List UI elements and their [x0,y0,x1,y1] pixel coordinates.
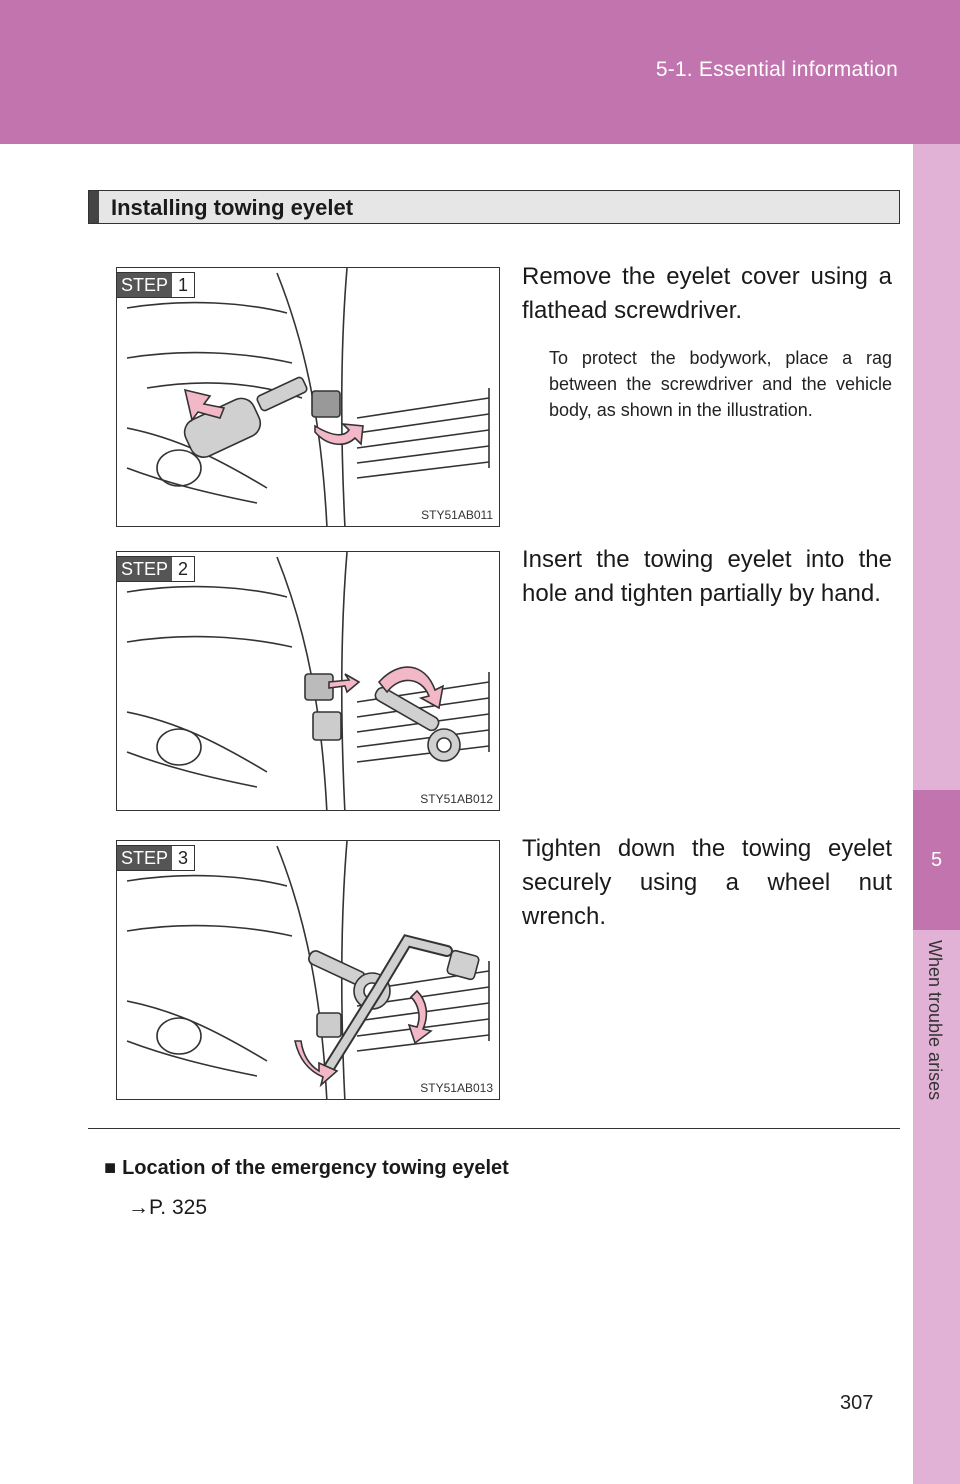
car-front-drawing [117,552,500,811]
section-divider [88,1128,900,1129]
car-front-drawing [117,841,500,1100]
figure-code: STY51AB012 [420,792,493,806]
location-heading [104,1157,509,1180]
location-title: Location of the emergency towing eyelet [122,1157,509,1179]
section-title: Installing towing eyelet [111,195,354,220]
step-word: STEP [117,846,172,870]
step-number: 3 [172,846,194,870]
car-front-drawing [117,268,500,527]
step-1-illustration [116,267,500,527]
step-2-illustration [116,551,500,811]
figure-code: STY51AB013 [420,1081,493,1095]
chapter-number-tab: 5 [913,790,960,930]
section-title-bar [88,190,900,224]
step-word: STEP [117,273,172,297]
chapter-title-tab [913,940,960,1140]
step-1-note: To protect the bodywork, place a rag between the screwdriver and the vehicle body, as shown in the illustration. [549,348,892,420]
step-number: 1 [172,273,194,297]
figure-code: STY51AB011 [421,508,493,522]
step-1-badge [117,272,195,298]
step-3-text: Tighten down the towing eyelet securely using a wheel nut wrench. [522,835,892,930]
square-bullet-icon: ■ [104,1157,117,1179]
page-reference-link[interactable]: →P. 325 [128,1196,208,1219]
chapter-title: When trouble arises [924,940,945,1101]
section-breadcrumb: 5-1. Essential information [655,58,898,81]
step-1-text: Remove the eyelet cover using a flathead screwdriver. [522,263,892,324]
step-3-badge [117,845,195,871]
step-word: STEP [117,557,172,581]
step-number: 2 [172,557,194,581]
step-2-badge [117,556,195,582]
step-3-illustration [116,840,500,1100]
step-2-text: Insert the towing eyelet into the hole and tighten partially by hand. [522,546,892,607]
page-number: 307 [840,1392,874,1414]
page-header [0,0,960,144]
